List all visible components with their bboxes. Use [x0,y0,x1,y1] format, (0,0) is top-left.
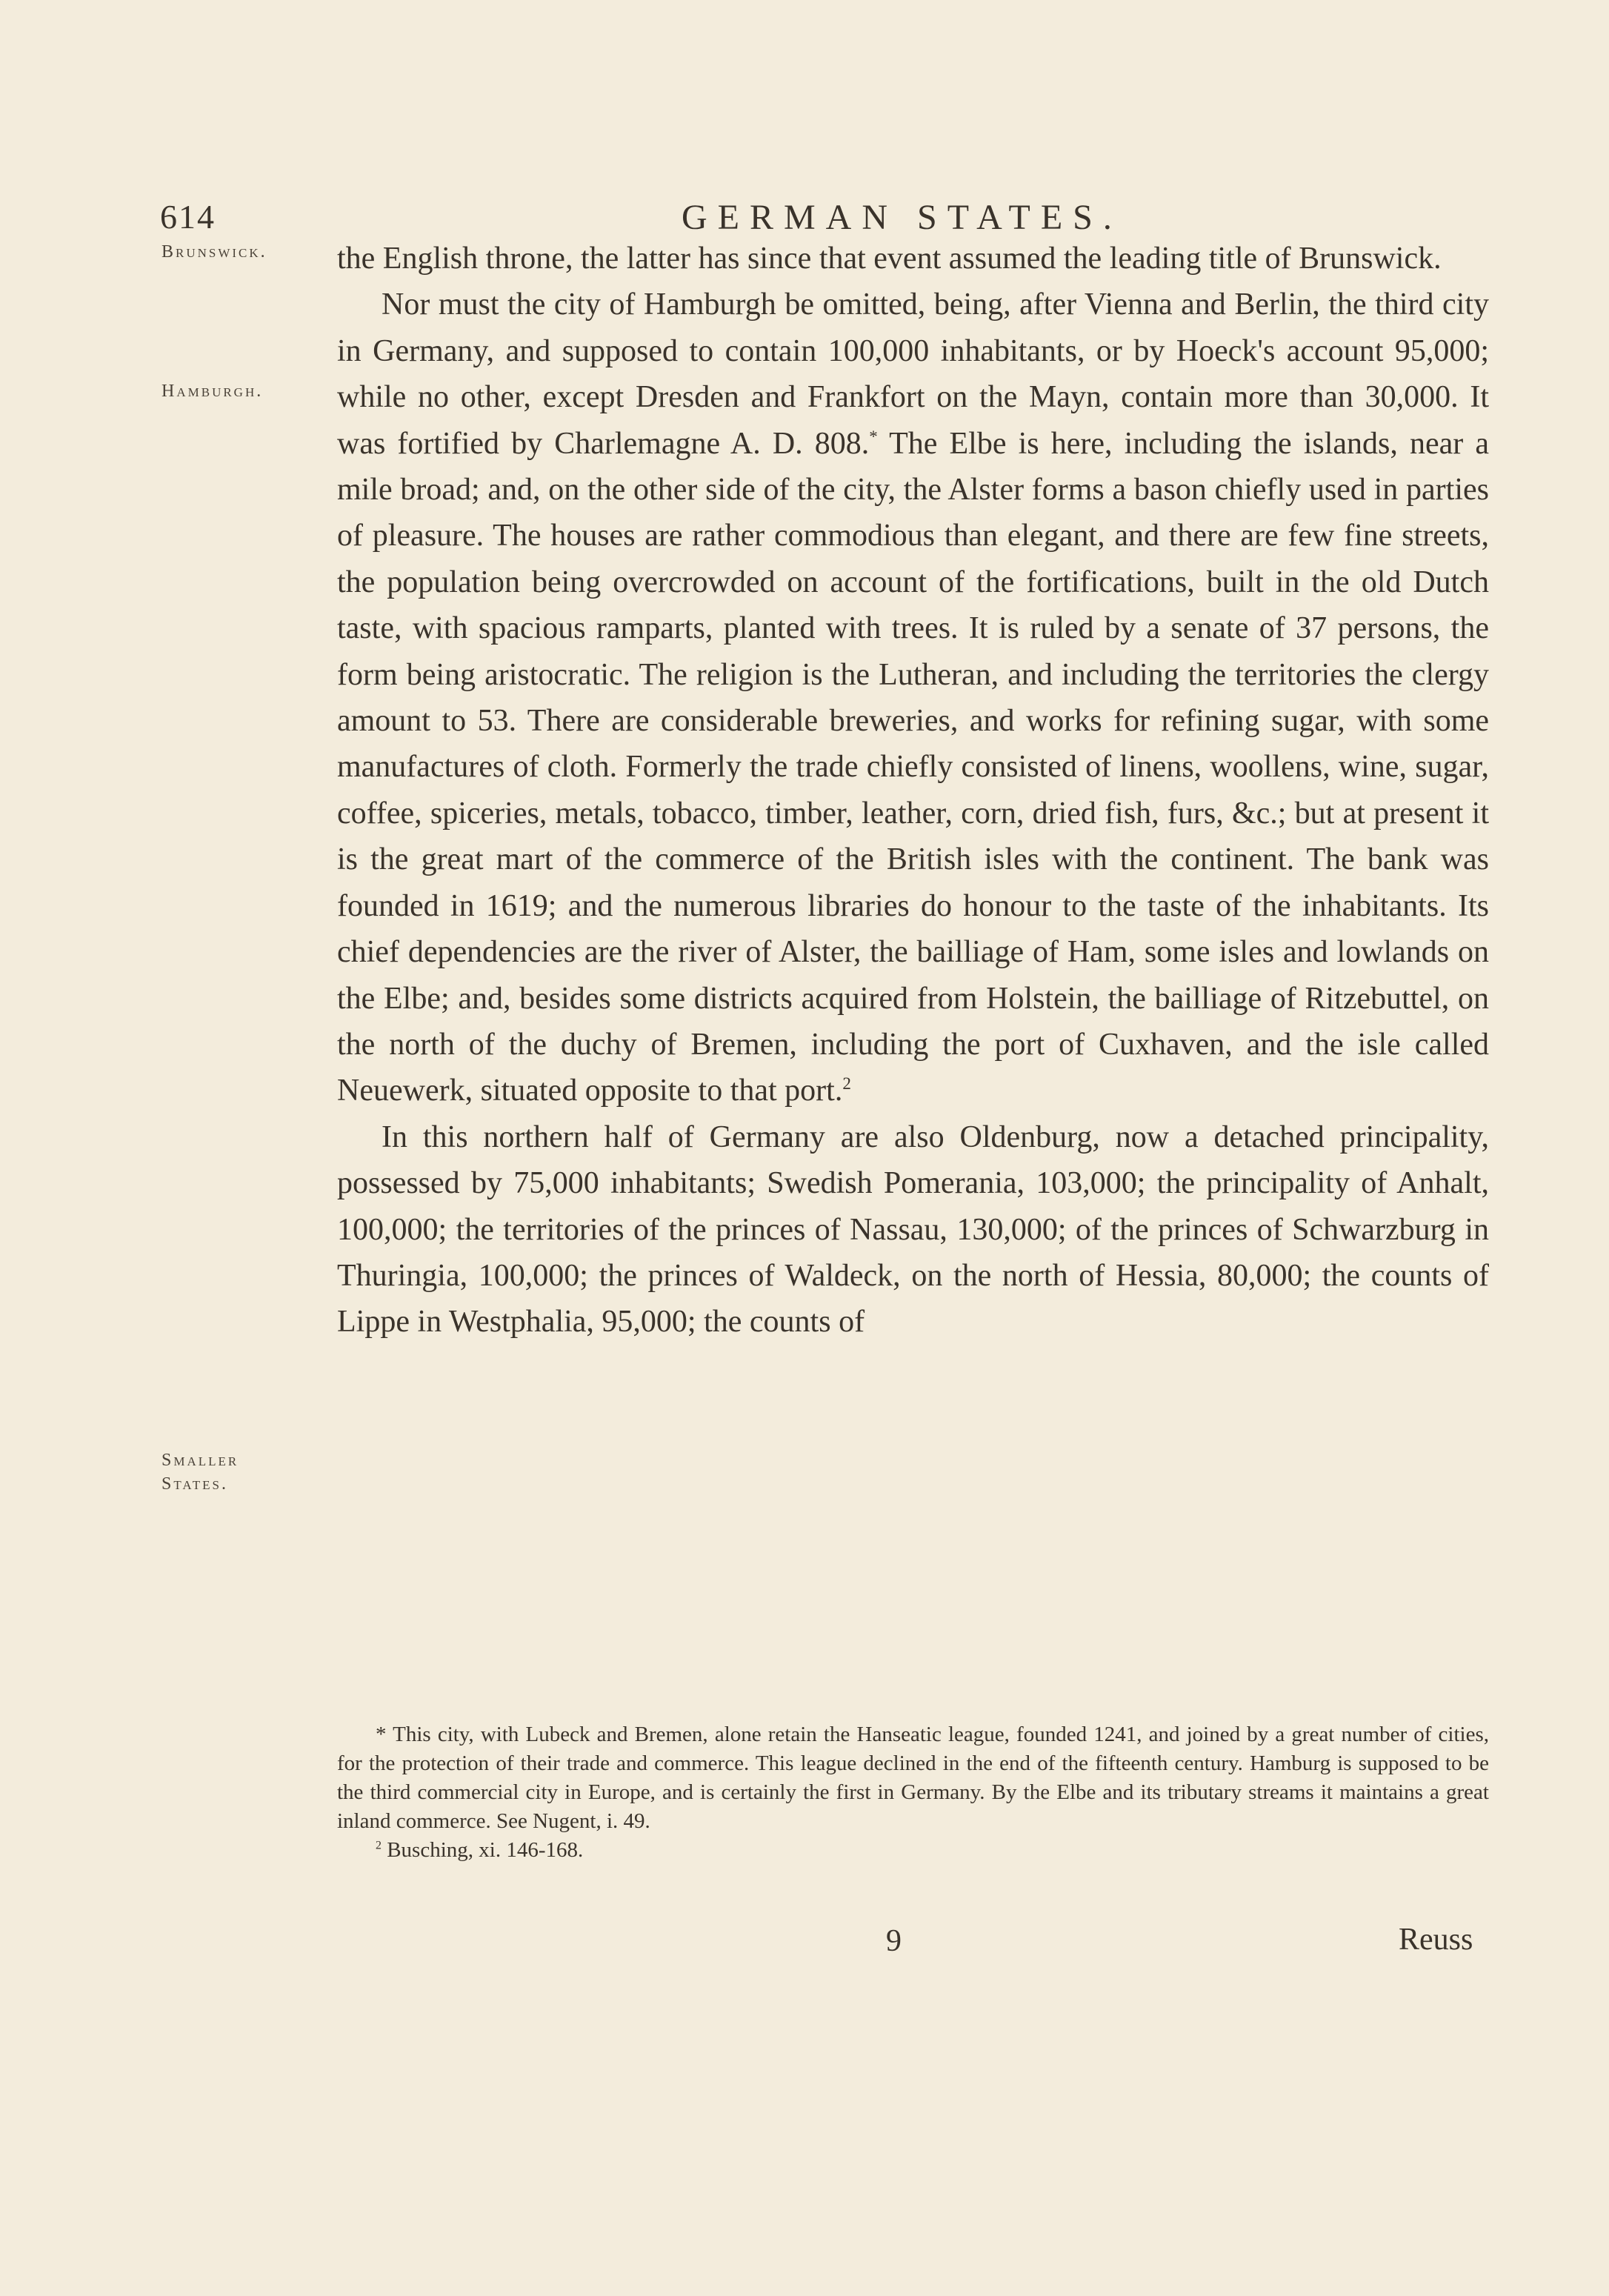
footnotes [337,1720,1489,1865]
footnote-marker-2: 2 [842,1074,851,1094]
main-text [337,236,1489,1345]
footnote-2 [337,1836,1489,1865]
sidenote-smaller-line1: Smaller [161,1451,239,1470]
paragraph-hamburgh [337,282,1489,1114]
footnote-2-text: Busching, xi. 146-168. [381,1838,584,1862]
catchword: Reuss [1399,1923,1473,1957]
page-number: 614 [160,198,216,236]
running-title: GERMAN STATES. [682,198,1122,237]
paragraph-hamburgh-part2: The Elbe is here, including the islands, near a mile broad; and, on the other side of the city, the Alster forms a bason chiefly used in parties of pleasure. The houses are rather commodious than elegant, and there are few fine streets, the population being overcrowded on account of the fortifications, built in the old Dutch taste, with spacious ramparts, planted with trees. It is ruled by a senate of 37 persons, the form being aristocratic. The religion is the Lutheran, and including the territories the clergy amount to 53. There are considerable breweries, and works for refining sugar, with some manufactures of cloth. Formerly the trade chiefly consisted of linens, woollens, wine, sugar, coffee, spiceries, metals, tobacco, timber, leather, corn, dried fish, furs, &c.; but at present it is the great mart of the commerce of the British isles with the continent. The bank was founded in 1619; and the numerous libraries do honour to the taste of the inhabitants. Its chief dependencies are the river of Alster, the bailliage of Ham, some isles and lowlands on the Elbe; and, besides some districts acquired from Holstein, the bailliage of Ritzebuttel, on the north of the duchy of Bremen, including the port of Cuxhaven, and the isle called Neuewerk, situated opposite to that port. [337,426,1489,1108]
signature-mark: 9 [886,1924,902,1958]
footnote-2-marker: 2 [376,1839,382,1852]
sidenote-hamburgh: Hamburgh. [161,382,264,401]
sidenote-smaller-line2: States. [161,1474,228,1494]
paragraph-brunswick: the English throne, the latter has since that event assumed the leading title of Brunswick. [337,242,1442,276]
sidenote-smaller-states [161,1448,324,1496]
paragraph-hamburgh-part1: Nor must the city of Hamburgh be omitted, being, after Vienna and Berlin, the third city in Germany, and supposed to contain 100,000 inhabitants, or by Hoeck's account 95,000; while no other, except Dresden and Frankfort on the Mayn, contain more than 30,000. It was fortified by Charlemagne A. D. 808. [337,287,1489,461]
footnote-1: * This city, with Lubeck and Bremen, alone retain the Hanseatic league, founded 1241, and joined by a great number of cities, for the protection of their trade and commerce. This league declined in the end of the fifteenth century. Hamburg is supposed to be the third commercial city in Europe, and is certainly the first in Germany. By the Elbe and its tributary streams it maintains a great inland commerce. See Nugent, i. 49. [337,1723,1489,1833]
footnote-marker-star: * [869,426,878,446]
sidenote-brunswick: Brunswick. [161,242,267,262]
paragraph-smaller-states: In this northern half of Germany are also Oldenburg, now a detached principality, possessed by 75,000 inhabitants; Swedish Pomerania, 103,000; the principality of Anhalt, 100,000; the territories of the princes of Nassau, 130,000; of the princes of Schwarzburg in Thuringia, 100,000; the princes of Waldeck, on the north of Hessia, 80,000; the counts of Lippe in Westphalia, 95,000; the counts of [337,1119,1489,1340]
